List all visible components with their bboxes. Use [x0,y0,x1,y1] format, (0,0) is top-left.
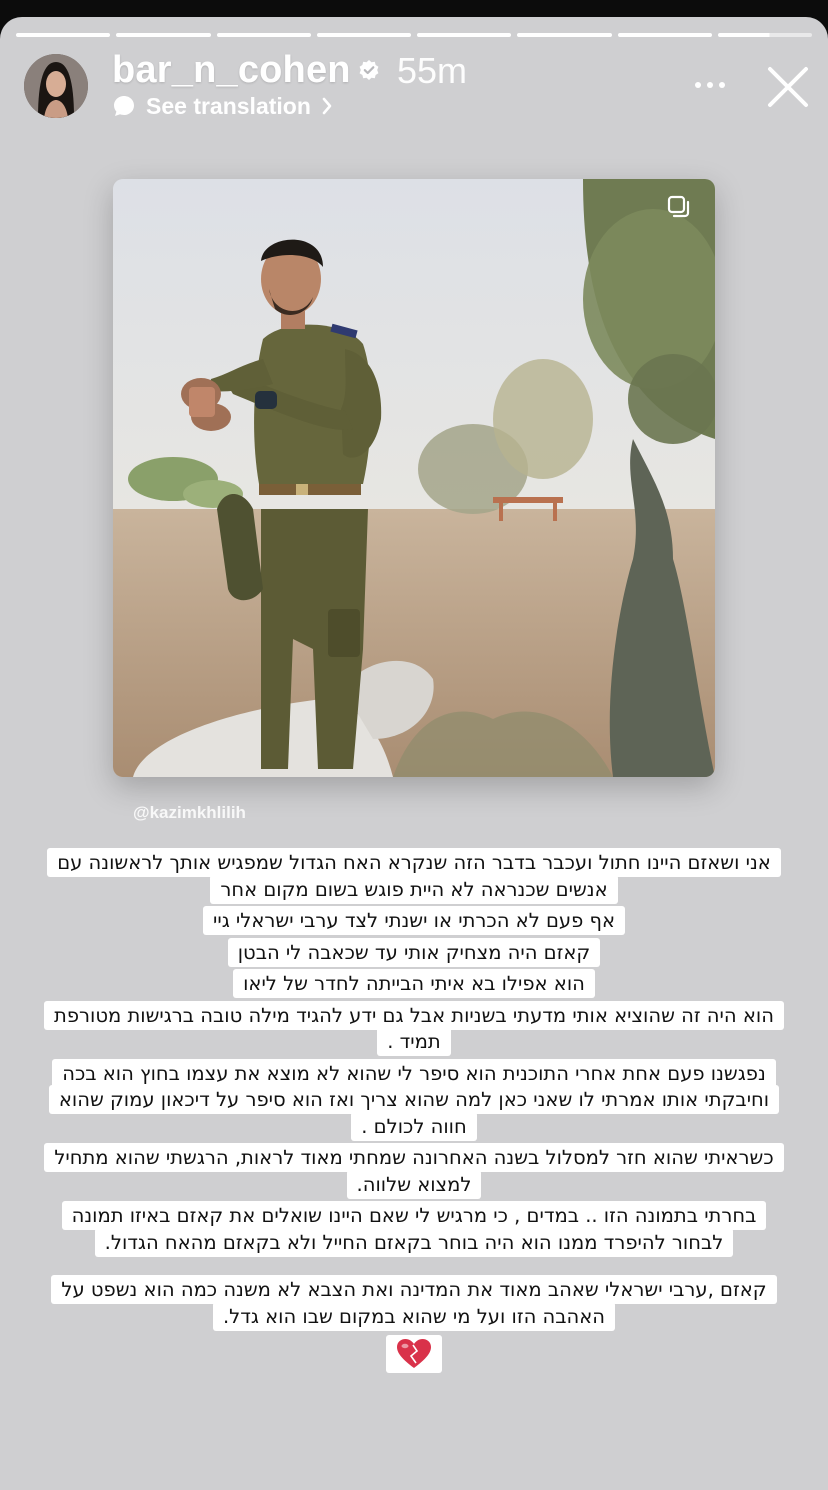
progress-segment [618,33,712,37]
progress-segment [116,33,210,37]
avatar[interactable] [24,54,88,118]
mention-tag[interactable]: @kazimkhlilih [133,803,246,822]
caption-line: קאזם היה מצחיק אותי עד שכאבה לי הבטן [228,938,601,967]
caption-line: כשראיתי שהוא חזר למסלול בשנה האחרונה שמחתי מאוד לראות, הרגשתי שהוא מתחיל למצוא שלווה. [44,1143,783,1199]
see-translation-button[interactable] [112,91,333,121]
caption-line: הוא אפילו בא איתי הבייתה לחדר של ליאו [233,969,595,998]
story-caption [40,850,788,1373]
heart-icon [386,1335,442,1373]
translate-bubble-icon [112,94,136,118]
caption-line: אני ושאזם היינו חתול ועכבר בדבר הזה שנקרא האח הגדול שמפגיש אותך לראשונה עם אנשים שכנראה לא היית פוגש בשום מקום אחר [47,848,781,904]
multi-photo-icon [667,195,691,219]
shared-post-image[interactable] [113,179,715,777]
post-time: 55m [397,50,468,91]
caption-closing-line: קאזם ,ערבי ישראלי שאהב מאוד את המדינה ואת הצבא לא משנה כמה הוא נשפט על האהבה הזו ועל מי שהוא במקום שבו הוא גדל. [51,1275,776,1331]
username[interactable]: bar_n_cohen [112,49,351,91]
progress-segment [517,33,611,37]
more-options-icon[interactable] [690,75,730,95]
story-viewer[interactable] [0,17,828,1490]
caption-line: הוא היה זה שהוציא אותי מדעתי בשניות אבל גם ידע להגיד מילה טובה ברגישות מטורפת תמיד . [44,1001,784,1057]
see-translation-label: See translation [146,92,311,119]
close-icon[interactable] [766,65,810,109]
story-progress-bar [16,33,812,37]
caption-line: בחרתי בתמונה הזו .. במדים , כי מרגיש לי שאם היינו שואלים את קאזם באיזו תמונה לבחור להיפרד ממנו הוא היה בוחר בקאזם החייל ולא בקאזם מהאח הגדול. [62,1201,767,1257]
progress-segment-current [718,33,812,37]
progress-segment [317,33,411,37]
verified-badge-icon [358,59,380,81]
progress-segment [16,33,110,37]
chevron-right-icon [321,97,333,115]
progress-segment [417,33,511,37]
caption-line: נפגשנו פעם אחת אחרי התוכנית הוא סיפר לי שהוא לא מוצא את עצמו בחוץ הוא בכה וחיבקתי אותו אמרתי לו שאני כאן למה שהוא צריך ואז הוא סיפר על דיכאון עמוק שהוא חווה לכולם . [49,1059,779,1141]
progress-segment [217,33,311,37]
caption-line: אף פעם לא הכרתי או ישנתי לצד ערבי ישראלי גיי [203,906,625,935]
